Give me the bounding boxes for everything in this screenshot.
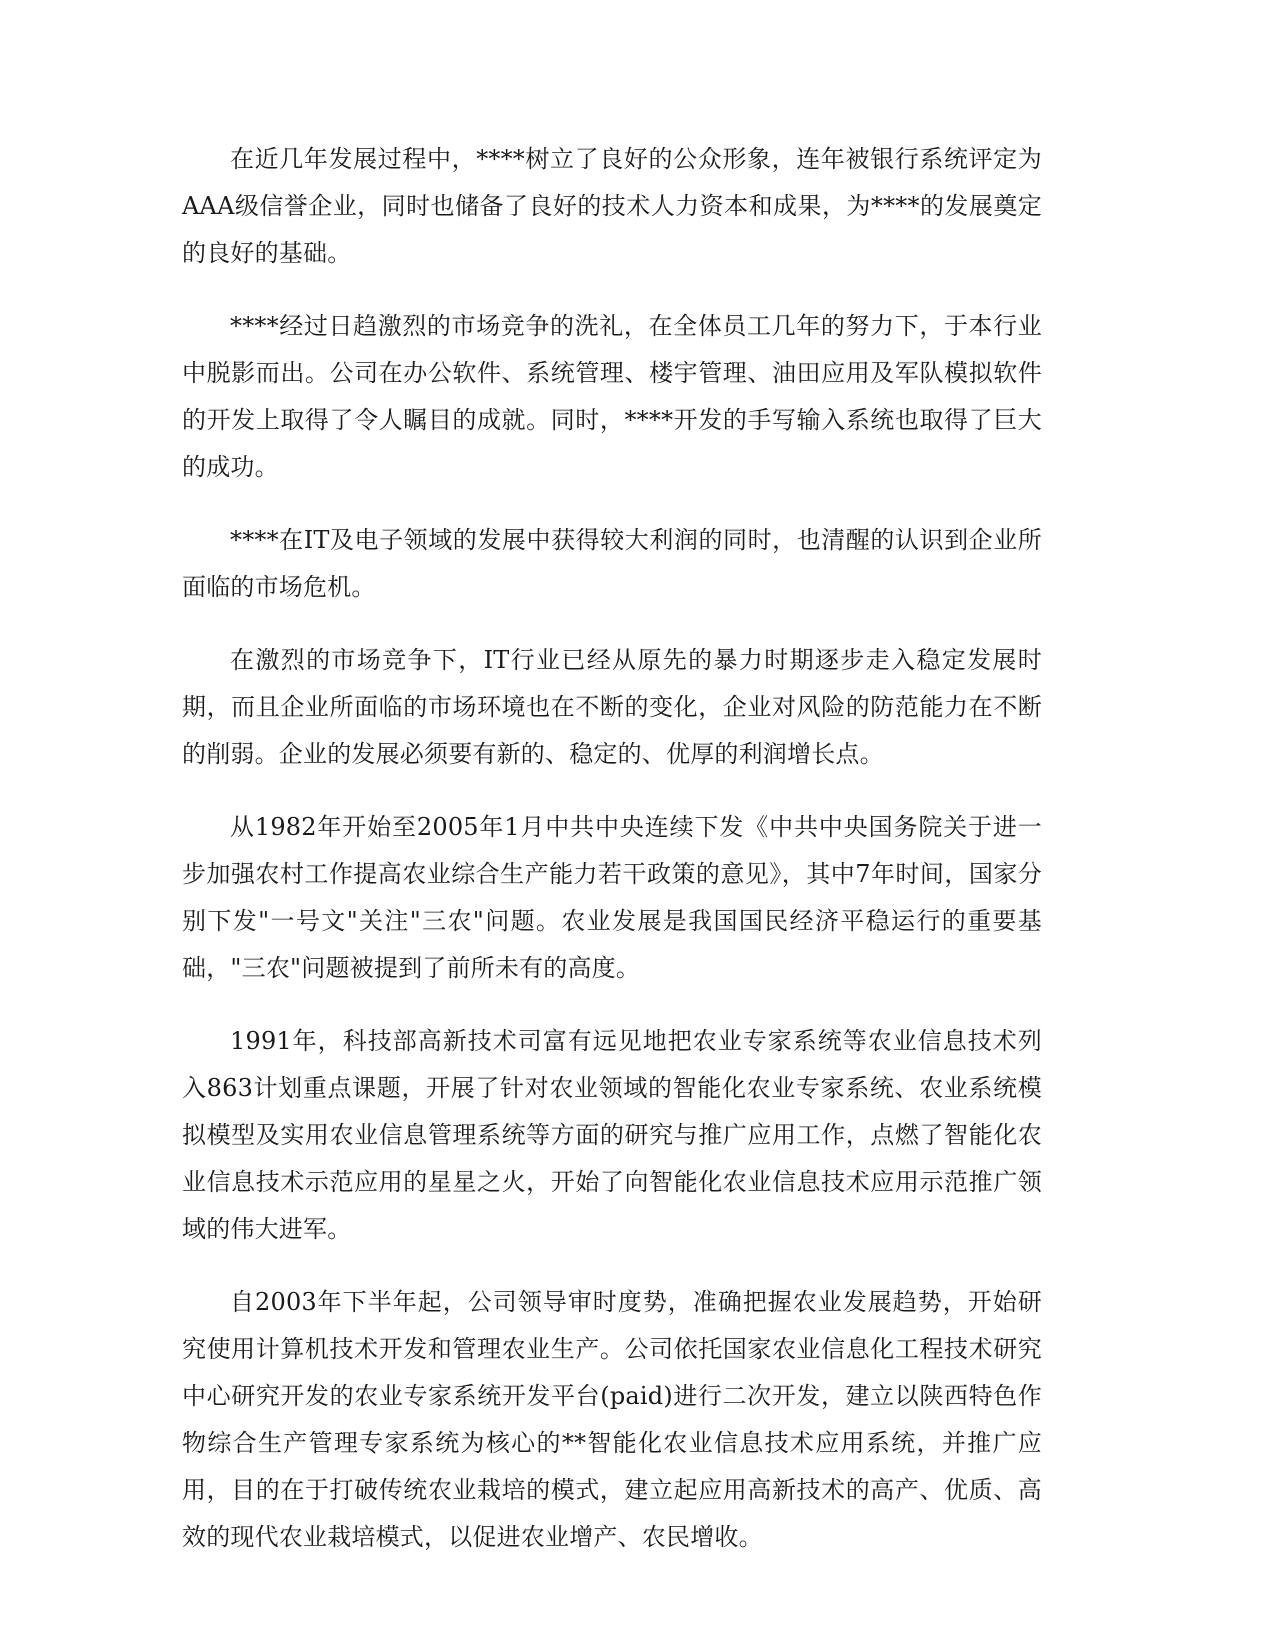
paragraph-market-crisis: ****在IT及电子领域的发展中获得较大利润的同时，也清醒的认识到企业所面临的市场危机。: [182, 526, 1042, 601]
paragraph-market-competition: ****经过日趋激烈的市场竞争的洗礼，在全体员工几年的努力下，于本行业中脱影而出。公司在办公软件、系统管理、楼宇管理、油田应用及军队模拟软件的开发上取得了令人瞩目的成就。同时，****开发的手写输入系统也取得了巨大的成功。: [182, 312, 1042, 481]
paragraph-863-program: 1991年，科技部高新技术司富有远见地把农业专家系统等农业信息技术列入863计划重点课题，开展了针对农业领域的智能化农业专家系统、农业系统模拟模型及实用农业信息管理系统等方面的研究与推广应用工作，点燃了智能化农业信息技术示范应用的星星之火，开始了向智能化农业信息技术应用示范推广领域的伟大进军。: [182, 1027, 1042, 1243]
paragraph-agriculture-policy: 从1982年开始至2005年1月中共中央连续下发《中共中央国务院关于进一步加强农村工作提高农业综合生产能力若干政策的意见》，其中7年时间，国家分别下发"一号文"关注"三农"问题。农业发展是我国国民经济平稳运行的重要基础，"三农"问题被提到了前所未有的高度。: [182, 813, 1042, 982]
document-page: [182, 136, 1042, 1587]
paragraph-company-agriculture: 自2003年下半年起，公司领导审时度势，准确把握农业发展趋势，开始研究使用计算机技术开发和管理农业生产。公司依托国家农业信息化工程技术研究中心研究开发的农业专家系统开发平台(paid)进行二次开发，建立以陕西特色作物综合生产管理专家系统为核心的**智能化农业信息技术应用系统，并推广应用，目的在于打破传统农业栽培的模式，建立起应用高新技术的高产、优质、高效的现代农业栽培模式，以促进农业增产、农民增收。: [182, 1288, 1042, 1551]
paragraph-company-image: 在近几年发展过程中，****树立了良好的公众形象，连年被银行系统评定为AAA级信誉企业，同时也储备了良好的技术人力资本和成果，为****的发展奠定的良好的基础。: [182, 145, 1042, 267]
paragraph-it-industry: 在激烈的市场竞争下，IT行业已经从原先的暴力时期逐步走入稳定发展时期，而且企业所面临的市场环境也在不断的变化，企业对风险的防范能力在不断的削弱。企业的发展必须要有新的、稳定的、优厚的利润增长点。: [182, 646, 1042, 768]
